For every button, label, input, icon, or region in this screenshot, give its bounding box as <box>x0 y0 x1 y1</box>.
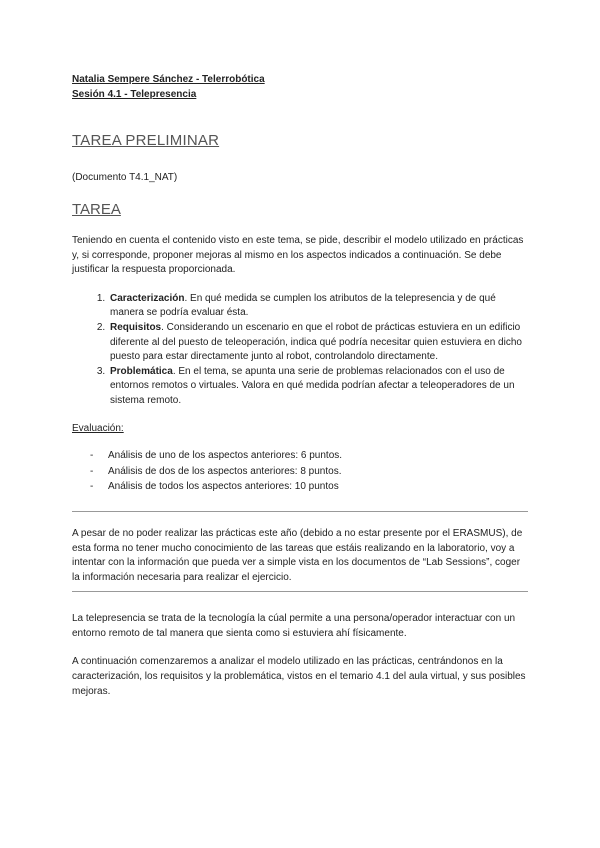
heading-tarea: TAREA <box>72 201 121 218</box>
task-item-problematica <box>108 365 528 409</box>
task-item-text: . Considerando un escenario en que el robot de prácticas estuviera en un edificio diferente al del puesto de teleoperación, indica qué podría necesitar quien estuviera en dicho puesto para estar directamente junto al robot, controlandolo directamente. <box>110 321 522 363</box>
erasmus-note-paragraph: A pesar de no poder realizar las prácticas este año (debido a no estar presente por el ERASMUS), de esta forma no tener mucho conocimiento de las tareas que estáis realizando en la laboratorio, voy a intentar con la información que pueda ver a simple vista en los documentos de “Lab Sessions”, coger la información necesaria para realizar el ejercicio. <box>72 527 523 583</box>
heading-tarea-preliminar: TAREA PRELIMINAR <box>72 132 220 149</box>
analysis-intro-paragraph: A continuación comenzaremos a analizar el modelo utilizado en las prácticas, centrándonos en la caracterización, los requisitos y la problemática, vistos en el temario 4.1 del aula virtual, y sus posibles mejoras. <box>72 656 526 697</box>
task-numbered-list <box>72 292 528 409</box>
dash-bullet: - <box>90 481 94 493</box>
evaluation-item <box>90 464 528 480</box>
task-item-term: Caracterización <box>110 292 185 304</box>
evaluation-list <box>72 448 528 495</box>
header-author-course: Natalia Sempere Sánchez - Telerrobótica <box>72 74 265 85</box>
evaluation-item-text: Análisis de dos de los aspectos anteriores: 8 puntos. <box>108 465 342 477</box>
evaluation-item-text: Análisis de uno de los aspectos anteriores: 6 puntos. <box>108 450 343 462</box>
evaluation-item <box>90 448 528 464</box>
telepresence-definition-paragraph: La telepresencia se trata de la tecnología la cúal permite a una persona/operador interactuar con un entorno remoto de tal manera que sienta como si estuviera ahí físicamente. <box>72 613 516 639</box>
horizontal-divider <box>72 511 528 512</box>
header-session: Sesión 4.1 - Telepresencia <box>72 89 197 100</box>
document-reference: (Documento T4.1_NAT) <box>72 172 178 183</box>
task-intro-paragraph: Teniendo en cuenta el contenido visto en este tema, se pide, describir el modelo utilizado en prácticas y, si corresponde, proponer mejoras al mismo en los aspectos indicados a continuación. Se debe justificar la respuesta proporcionada. <box>72 235 524 276</box>
horizontal-divider <box>72 591 528 592</box>
dash-bullet: - <box>90 465 94 477</box>
task-item-term: Requisitos <box>110 321 162 333</box>
evaluation-label: Evaluación: <box>72 422 124 434</box>
task-item-caracterizacion <box>108 292 528 321</box>
task-item-requisitos <box>108 321 528 365</box>
evaluation-item-text: Análisis de todos los aspectos anteriores: 10 puntos <box>108 481 339 493</box>
dash-bullet: - <box>90 450 94 462</box>
task-item-text: . En qué medida se cumplen los atributos de la telepresencia y de qué manera se podría evaluar ésta. <box>110 292 496 319</box>
evaluation-item <box>90 479 528 495</box>
task-item-text: . En el tema, se apunta una serie de problemas relacionados con el uso de entornos remotos o virtuales. Valora en qué medida podrían afectar a teleoperadores de un sistema remoto. <box>110 365 515 406</box>
task-item-term: Problemática <box>110 365 173 377</box>
